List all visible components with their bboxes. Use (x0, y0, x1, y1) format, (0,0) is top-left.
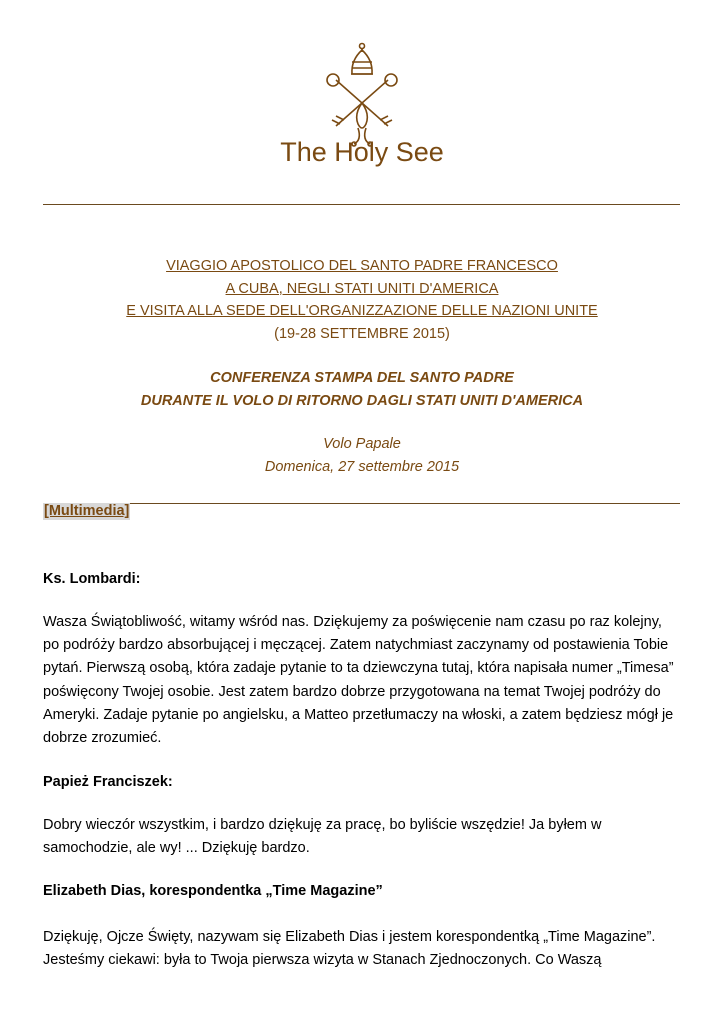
speaker-label: Ks. Lombardi: (43, 571, 141, 587)
paragraph (43, 814, 683, 860)
flight-place: Volo Papale (323, 436, 401, 452)
paragraph-line: Dziękuję, Ojcze Święty, nazywam się Elizabeth Dias i jestem korespondentką „Time Magazine”. (43, 929, 656, 945)
flight-info (0, 433, 724, 479)
multimedia-link[interactable]: [Multimedia] (44, 503, 130, 519)
paragraph (43, 926, 683, 972)
speaker-label: Papież Franciszek: (43, 774, 173, 790)
conference-title (0, 367, 724, 412)
paragraph-line: dobrze zrozumieć. (43, 730, 162, 747)
trip-dates: (19-28 SETTEMBRE 2015) (274, 325, 450, 342)
paragraph (43, 611, 683, 750)
paragraph-line: po podróży bardzo absorbującej i męczącej. Zatem natychmiast zaczynamy od postawienia Tobie (43, 637, 669, 654)
trip-title (0, 255, 724, 345)
conference-title-line-2: DURANTE IL VOLO DI RITORNO DAGLI STATI UNITI D'AMERICA (140, 392, 584, 409)
header-divider (43, 204, 680, 205)
conference-title-line-1: CONFERENZA STAMPA DEL SANTO PADRE (210, 370, 514, 386)
paragraph-line: pytań. Pierwszą osobą, która zadaje pytanie to ta dziewczyna tutaj, która napisała numer „Timesa” (43, 660, 674, 677)
paragraph-line: Dobry wieczór wszystkim, i bardzo dziękuję za pracę, bo byliście wszędzie! Ja byłem w (43, 817, 602, 833)
trip-link-line-1[interactable]: VIAGGIO APOSTOLICO DEL SANTO PADRE FRANCESCO (166, 258, 558, 274)
paragraph-line: samochodzie, ale wy! ... Dziękuję bardzo. (43, 840, 310, 857)
flight-date: Domenica, 27 settembre 2015 (264, 459, 460, 475)
paragraph-line: Jesteśmy ciekawi: była to Twoja pierwsza wizyta w Stanach Zjednoczonych. Co Waszą (43, 952, 602, 969)
paragraph-line: Wasza Świątobliwość, witamy wśród nas. Dziękujemy za poświęcenie nam czasu po raz kolejny, (43, 614, 662, 630)
site-title: The Holy See (280, 137, 444, 167)
trip-link-line-2[interactable]: A CUBA, NEGLI STATI UNITI D'AMERICA (225, 280, 499, 297)
trip-link-line-3[interactable]: E VISITA ALLA SEDE DELL'ORGANIZZAZIONE DELLE NAZIONI UNITE (126, 303, 598, 319)
paragraph-line: poświęcony Twojej osobie. Jest zatem bardzo dobrze przygotowana na temat Twojej podróży do (43, 683, 661, 700)
section-divider (43, 503, 680, 504)
paragraph-line: Ameryki. Zadaje pytanie po angielsku, a Matteo przetłumaczy na włoski, a zatem będziesz mógł je (43, 706, 674, 723)
holy-see-emblem-icon (318, 40, 406, 148)
speaker-label: Elizabeth Dias, korespondentka „Time Magazine” (43, 883, 383, 899)
